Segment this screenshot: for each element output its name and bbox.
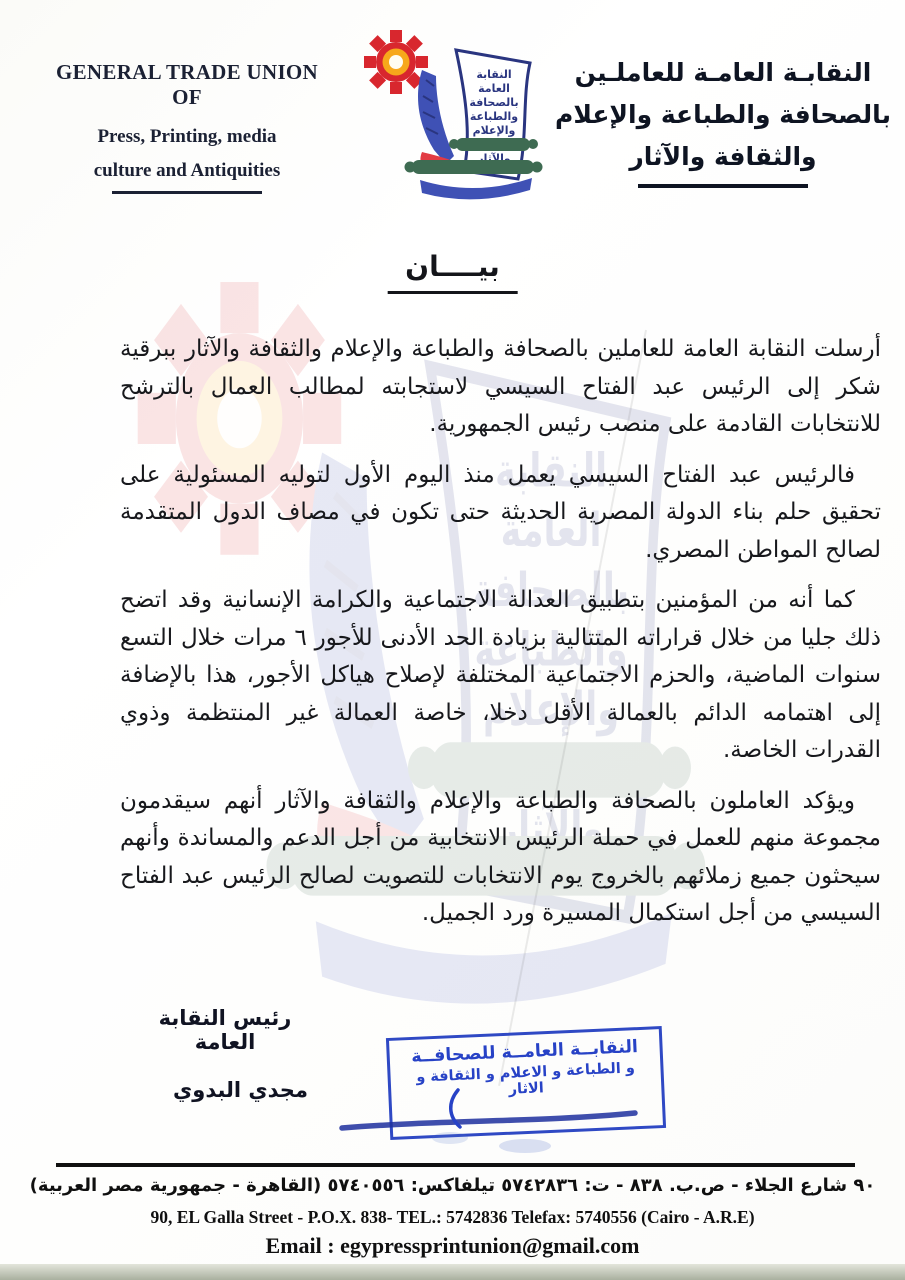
statement-body <box>120 331 881 946</box>
org-name-en-line2: Press, Printing, media <box>97 126 277 147</box>
english-header-underline <box>112 191 262 194</box>
org-name-ar-line2: بالصحافة والطباعة والإعلام <box>555 100 891 129</box>
letterhead-arabic <box>553 52 893 188</box>
footer-address-arabic: ٩٠ شارع الجلاء - ص.ب. ٨٣٨ - ت: ٥٧٤٢٨٣٦ تيلفاكس: ٥٧٤٠٥٥٦ (القاهرة - جمهورية مصر العربية) <box>29 1175 876 1196</box>
paragraph-4: ويؤكد العاملون بالصحافة والطباعة والإعلام والثقافة والآثار أنهم سيقدمون مجموعة منهم للعمل في حملة الرئيس الانتخابية من أجل الدعم والمساندة وأنهم سيحثون جميع زملائهم بالخروج يوم الانتخابات للتصويت لصالح الرئيس عبد الفتاح السيسي من أجل استكمال المسيرة ورد الجميل. <box>120 787 881 926</box>
statement-title: بيــــان <box>387 250 518 294</box>
footer-email: Email : egypressprintunion@gmail.com <box>265 1233 640 1258</box>
signer-role: رئيس النقابة العامة <box>158 1006 292 1054</box>
photo-background-edge <box>0 1264 905 1280</box>
footer-address-english: 90, EL Galla Street - P.O.X. 838- TEL.: 5742836 Telefax: 5740556 (Cairo - A.R.E) <box>150 1207 755 1227</box>
org-name-ar-line3: والثقافة والآثار <box>629 142 817 171</box>
stamp-line2: و الطباعة و الاعلام و الثقافة و الاثار <box>415 1060 636 1098</box>
footer-divider <box>56 1163 855 1167</box>
org-name-ar-line1: النقابـة العامـة للعاملـين <box>574 58 872 87</box>
org-name-en: GENERAL TRADE UNION OF <box>55 60 319 109</box>
signer-name: مجدي البدوي <box>173 1078 308 1102</box>
letterhead-english <box>42 60 332 194</box>
union-logo <box>360 26 555 202</box>
paragraph-1: أرسلت النقابة العامة للعاملين بالصحافة والطباعة والإعلام والثقافة والآثار ببرقية شكر إلى الرئيس عبد الفتاح السيسي لاستجابته لمطالب العمال بالترشح للانتخابات القادمة على منصب رئيس الجمهورية. <box>120 336 881 437</box>
arabic-header-underline <box>638 184 808 188</box>
org-name-en-line3: culture and Antiquities <box>93 160 281 181</box>
paragraph-2: فالرئيس عبد الفتاح السيسي يعمل منذ اليوم الأول لتوليه المسئولية على تحقيق حلم بناء الدولة المصرية الحديثة حتى تكون في مصاف الدول المتقدمة لصالح المواطن المصري. <box>120 461 881 563</box>
union-stamp <box>386 1026 666 1140</box>
stamp-line1: النقابــة العامــة للصحافــة <box>410 1037 639 1067</box>
paragraph-3: كما أنه من المؤمنين بتطبيق العدالة الاجتماعية والكرامة الإنسانية وقد اتضح ذلك جليا من خلال قراراته المتتالية بزيادة الحد الأدنى للأجور ٦ مرات خلال التسع سنوات الماضية، والحزم الاجتماعية المختلفة لإصلاح هياكل الأجور، هذا بالإضافة إلى اهتمامه الدائم بالعمالة الأقل دخلا، خاصة العمالة غير المنتظمة وذوي القدرات الخاصة. <box>120 587 881 763</box>
